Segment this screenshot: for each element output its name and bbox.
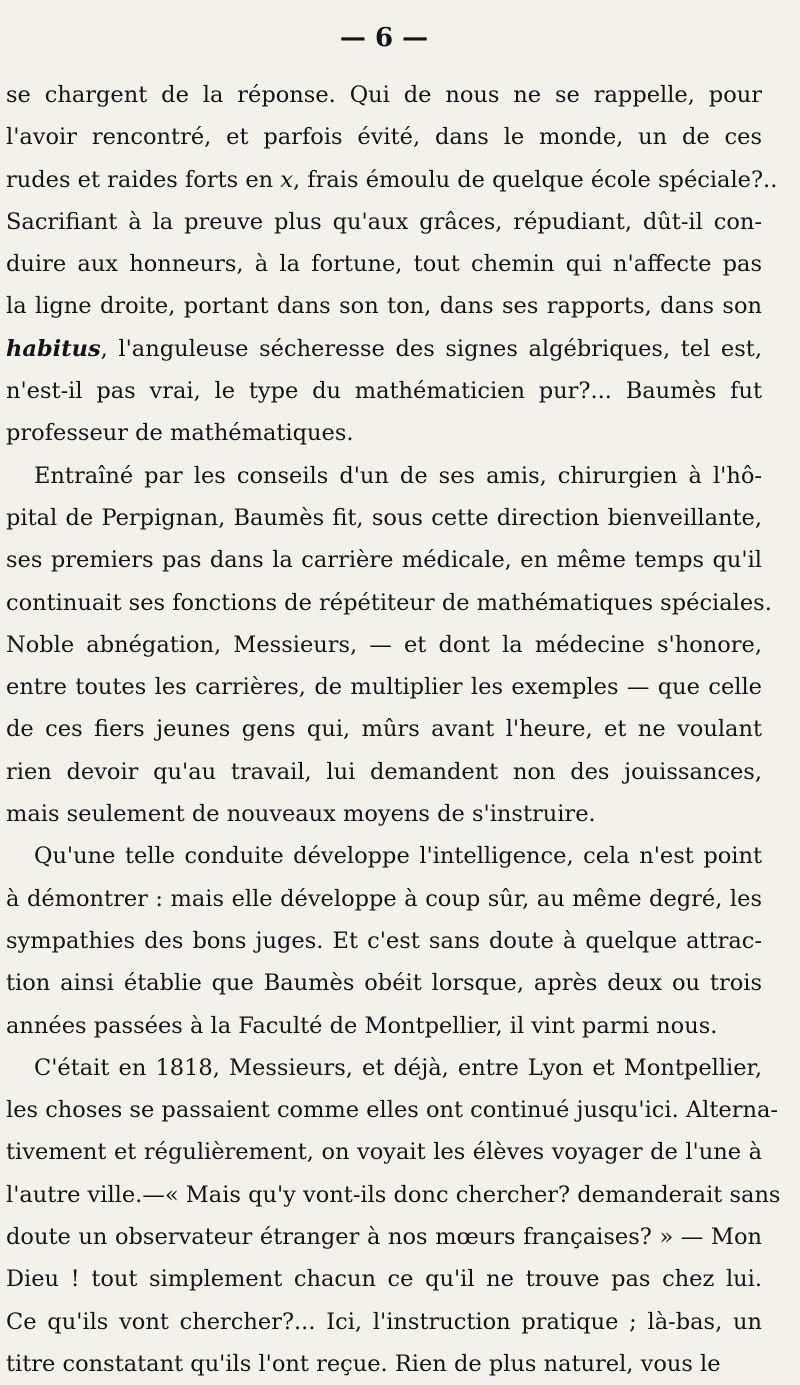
text-line: à démontrer : mais elle développe à coup sûr, au même degré, les [6, 885, 762, 912]
text-line: la ligne droite, portant dans son ton, dans ses rapports, dans son [6, 293, 762, 320]
text-line: habitus, l'anguleuse sécheresse des signes algébriques, tel est, [6, 335, 762, 362]
paragraph [6, 74, 778, 455]
text-line: C'était en 1818, Messieurs, et déjà, entre Lyon et Montpellier, [34, 1054, 762, 1081]
page-number: — 6 — [339, 23, 429, 53]
text-line: n'est-il pas vrai, le type du mathématicien pur?... Baumès fut [6, 378, 762, 405]
paragraph [6, 835, 762, 1046]
text-line: doute un observateur étranger à nos mœurs françaises? » — Mon [6, 1224, 762, 1251]
text-line: Entraîné par les conseils d'un de ses amis, chirurgien à l'hô- [34, 462, 762, 489]
paragraph [6, 455, 772, 836]
text-line: années passées à la Faculté de Montpellier, il vint parmi nous. [6, 1012, 718, 1039]
text-line: tion ainsi établie que Baumès obéit lorsque, après deux ou trois [6, 970, 762, 997]
text-line: titre constatant qu'ils l'ont reçue. Rien de plus naturel, vous le [6, 1350, 721, 1377]
text-line: se chargent de la réponse. Qui de nous ne se rappelle, pour [6, 82, 762, 108]
text-line: les choses se passaient comme elles ont continué jusqu'ici. Alterna- [6, 1097, 778, 1124]
text-line: duire aux honneurs, à la fortune, tout chemin qui n'affecte pas [6, 251, 762, 278]
text-line: Ce qu'ils vont chercher?... Ici, l'instruction pratique ; là-bas, un [6, 1308, 762, 1335]
text-line: mais seulement de nouveaux moyens de s'instruire. [6, 801, 596, 828]
text-line: l'avoir rencontré, et parfois évité, dans le monde, un de ces [6, 124, 762, 151]
paragraph [6, 1047, 781, 1385]
text-line: de ces fiers jeunes gens qui, mûrs avant l'heure, et ne voulant [6, 716, 762, 743]
text-line: l'autre ville.—« Mais qu'y vont-ils donc chercher? demanderait sans [6, 1181, 781, 1208]
text-line: sympathies des bons juges. Et c'est sans doute à quelque attrac- [6, 927, 762, 954]
text-line: entre toutes les carrières, de multiplier les exemples — que celle [6, 674, 762, 701]
text-line: tivement et régulièrement, on voyait les élèves voyager de l'une à [6, 1139, 762, 1166]
text-line: professeur de mathématiques. [6, 420, 354, 447]
text-line: Sacrifiant à la preuve plus qu'aux grâces, répudiant, dût-il con- [6, 208, 762, 235]
text-line: ses premiers pas dans la carrière médicale, en même temps qu'il [6, 547, 762, 574]
text-line: rien devoir qu'au travail, lui demandent non des jouissances, [6, 758, 762, 785]
text-line: Noble abnégation, Messieurs, — et dont la médecine s'honore, [6, 631, 762, 658]
text-line: rudes et raides forts en x, frais émoulu de quelque école spéciale?.. [6, 166, 778, 193]
text-line: Qu'une telle conduite développe l'intelligence, cela n'est point [34, 843, 762, 870]
text-line: continuait ses fonctions de répétiteur de mathématiques spéciales. [6, 589, 772, 616]
text-line: pital de Perpignan, Baumès fit, sous cette direction bienveillante, [6, 504, 762, 531]
text-line: Dieu ! tout simplement chacun ce qu'il ne trouve pas chez lui. [6, 1266, 762, 1293]
